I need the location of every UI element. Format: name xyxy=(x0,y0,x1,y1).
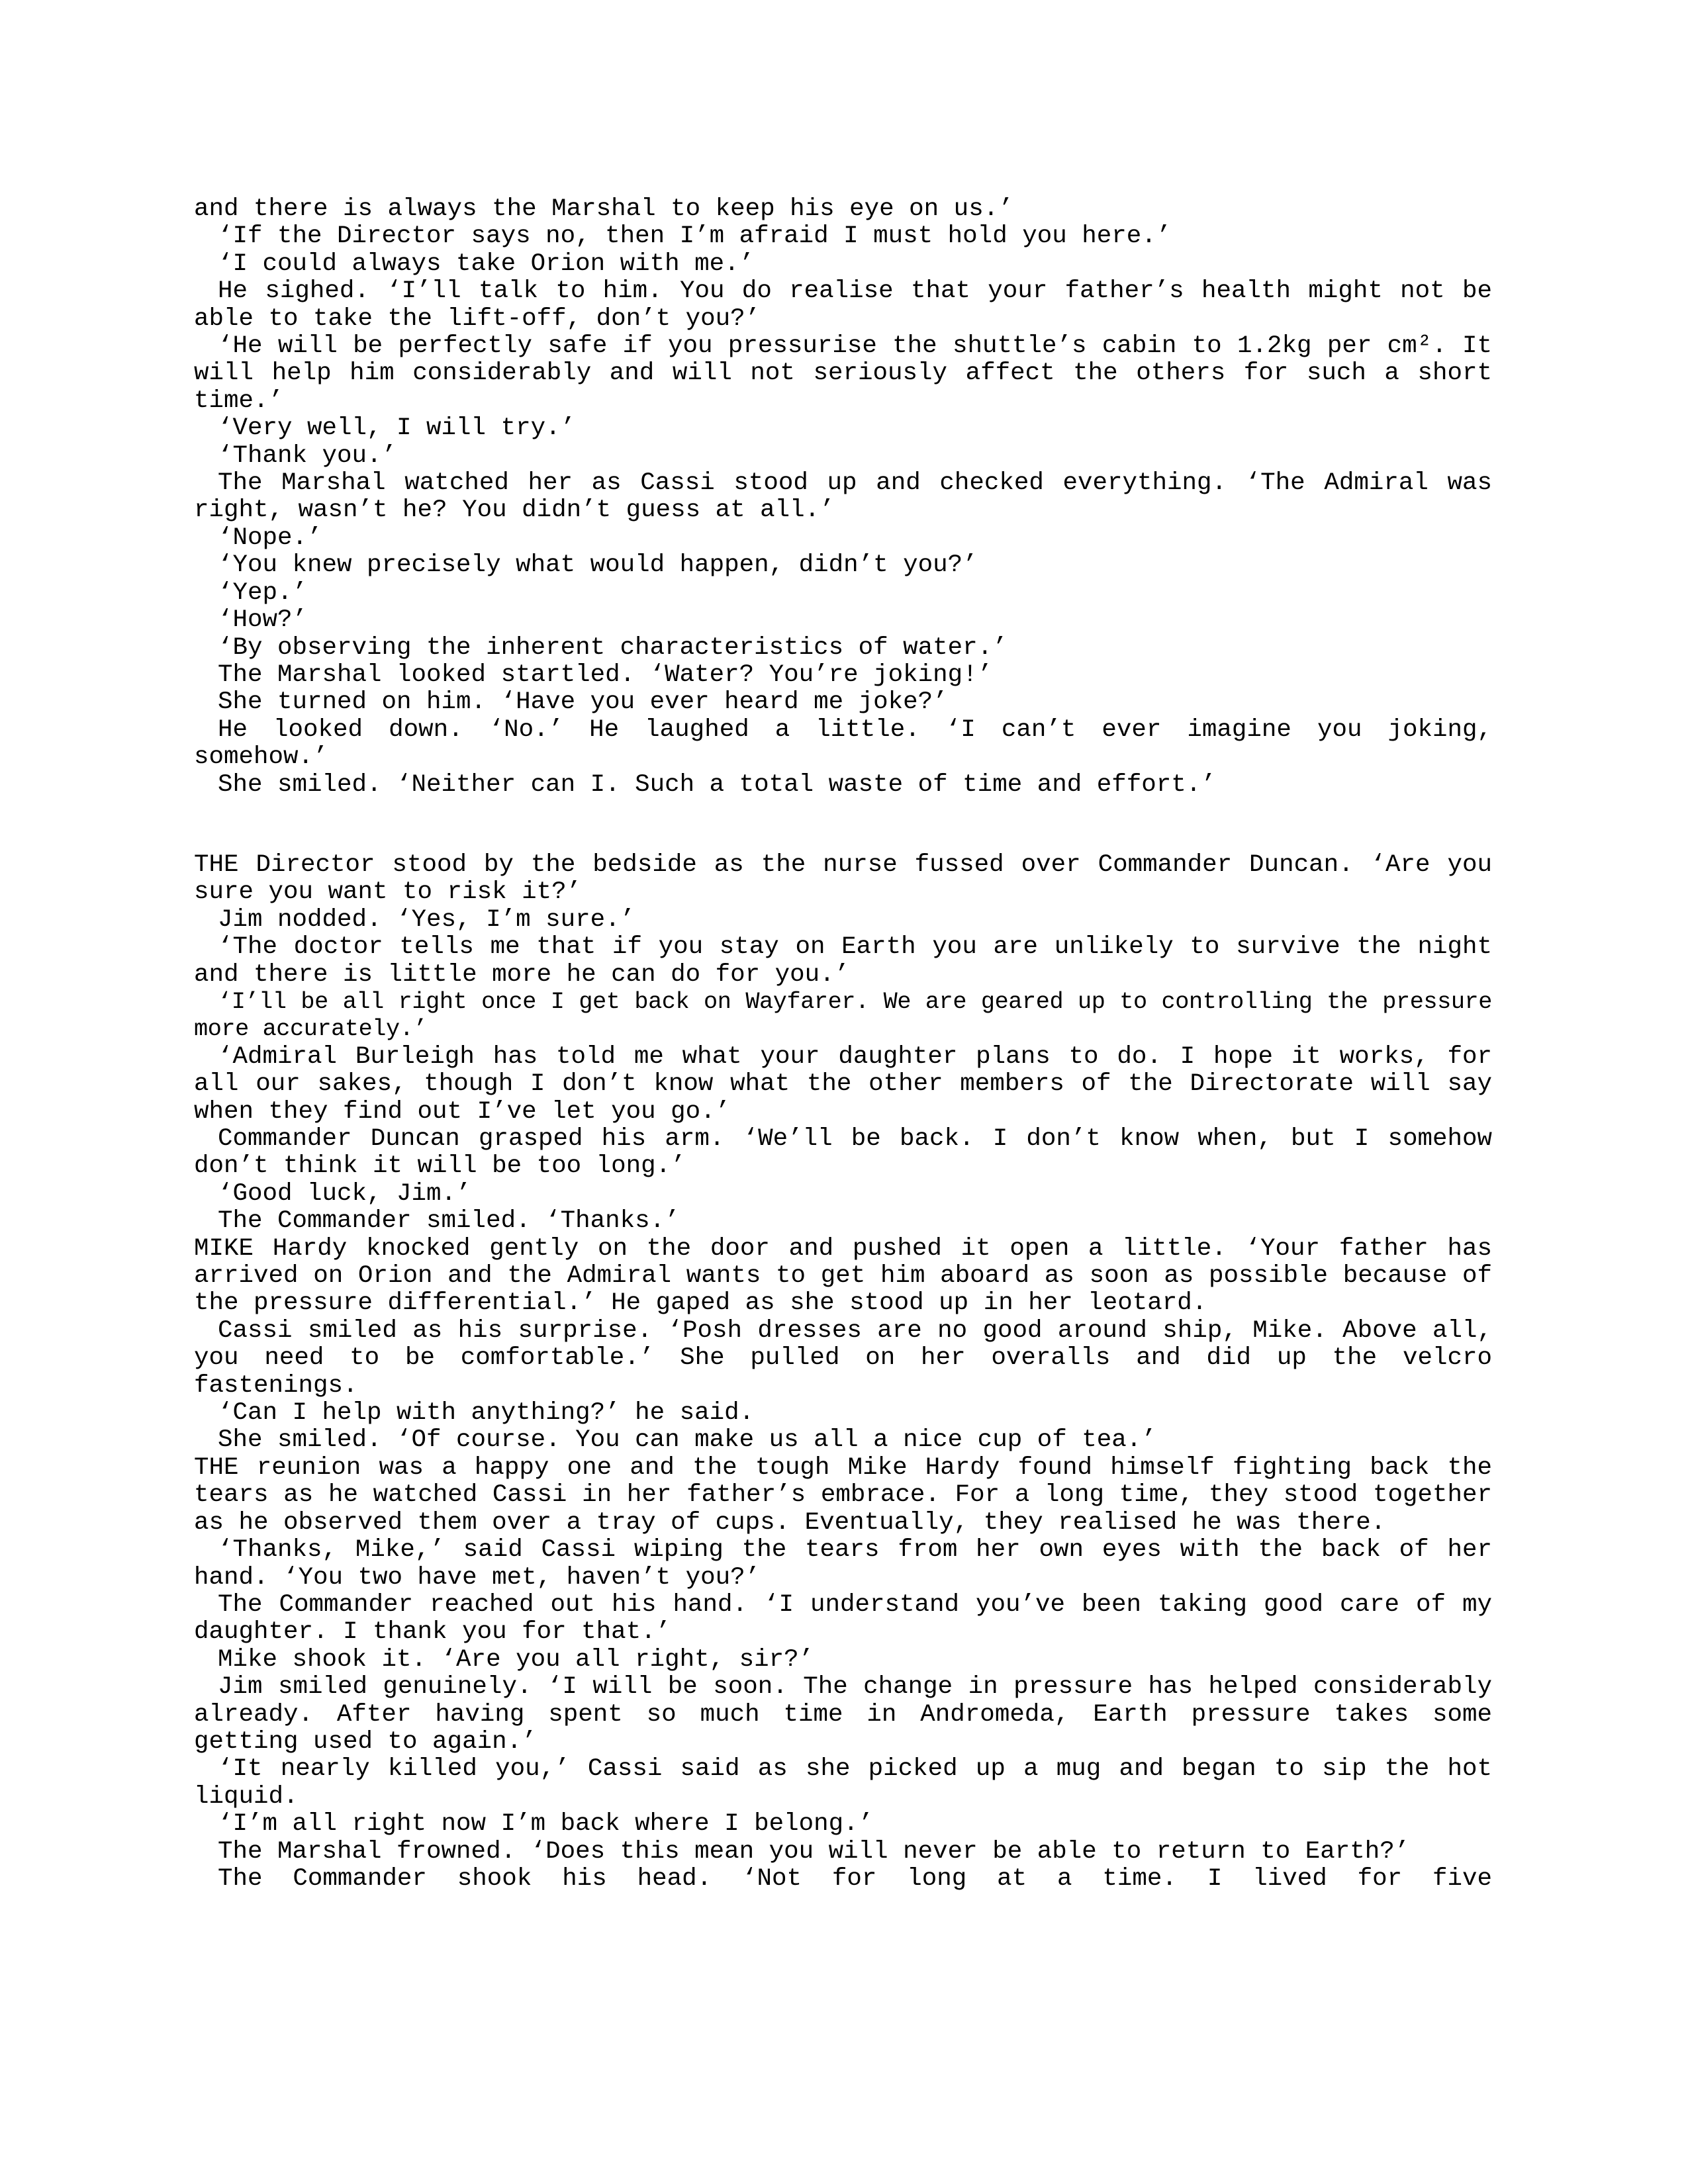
paragraph: ‘He will be perfectly safe if you pressurise the shuttle’s cabin to 1.2kg per cm². It will help him considerably and will not seriously affect the others for such a short time.’ xyxy=(194,332,1492,415)
paragraph: ‘I could always take Orion with me.’ xyxy=(218,250,755,278)
paragraph: ‘The doctor tells me that if you stay on Earth you are unlikely to survive the night and there is little more he can do for you.’ xyxy=(194,933,1492,989)
paragraph: ‘By observing the inherent characteristics of water.’ xyxy=(218,633,1008,662)
paragraph: ‘How?’ xyxy=(218,606,308,635)
section-start-paragraph: MIKE Hardy knocked gently on the door and pushed it open a little. ‘Your father has arrived on Orion and the Admiral wants to get him aboard as soon as possible because of the pressure differential.’ He gaped as she stood up in her leotard. xyxy=(194,1234,1492,1318)
paragraph: The Commander shook his head. ‘Not for long at a time. I lived for five xyxy=(218,1864,1492,1893)
paragraph: She smiled. ‘Of course. You can make us all a nice cup of tea.’ xyxy=(218,1426,1156,1455)
paragraph: The Marshal looked startled. ‘Water? You’re joking!’ xyxy=(218,660,993,689)
paragraph: He sighed. ‘I’ll talk to him. You do realise that your father’s health might not be able to take the lift-off, don’t you?’ xyxy=(194,277,1492,333)
paragraph: ‘Admiral Burleigh has told me what your daughter plans to do. I hope it works, for all our sakes, though I don’t know what the other members of the Directorate will say when they find out I’ve let you go.’ xyxy=(194,1042,1492,1126)
paragraph: ‘It nearly killed you,’ Cassi said as she picked up a mug and began to sip the hot liquid. xyxy=(194,1755,1492,1811)
paragraph: Jim smiled genuinely. ‘I will be soon. The change in pressure has helped considerably already. After having spent so much time in Andromeda, Earth pressure takes some getting used to again.’ xyxy=(194,1673,1492,1756)
paragraph: ‘Very well, I will try.’ xyxy=(218,414,576,443)
paragraph: ‘Thanks, Mike,’ said Cassi wiping the tears from her own eyes with the back of her hand. ‘You two have met, haven’t you?’ xyxy=(194,1536,1492,1592)
paragraph: ‘If the Director says no, then I’m afraid I must hold you here.’ xyxy=(218,222,1172,251)
paragraph: Jim nodded. ‘Yes, I’m sure.’ xyxy=(218,905,635,934)
paragraph: ‘I’m all right now I’m back where I belong.’ xyxy=(218,1810,874,1839)
paragraph: The Commander reached out his hand. ‘I understand you’ve been taking good care of my daughter. I thank you for that.’ xyxy=(194,1590,1492,1647)
paragraph: and there is always the Marshal to keep his eye on us.’ xyxy=(194,195,1013,223)
section-start-paragraph: THE reunion was a happy one and the tough Mike Hardy found himself fighting back the tears as he watched Cassi in her father’s embrace. For a long time, they stood together as he observed them over a tray of cups. Eventually, they realised he was there. xyxy=(194,1453,1492,1537)
paragraph: Commander Duncan grasped his arm. ‘We’ll be back. I don’t know when, but I somehow don’t think it will be too long.’ xyxy=(194,1125,1492,1181)
paragraph: Cassi smiled as his surprise. ‘Posh dresses are no good around ship, Mike. Above all, you need to be comfortable.’ She pulled on her overalls and did up the velcro fastenings. xyxy=(194,1316,1492,1400)
paragraph: ‘You knew precisely what would happen, didn’t you?’ xyxy=(218,551,978,580)
paragraph: ‘Nope.’ xyxy=(218,523,322,552)
paragraph: ‘Yep.’ xyxy=(218,578,308,607)
paragraph: ‘Thank you.’ xyxy=(218,441,397,470)
paragraph: The Marshal watched her as Cassi stood up and checked everything. ‘The Admiral was right, wasn’t he? You didn’t guess at all.’ xyxy=(194,469,1492,525)
paragraph: She turned on him. ‘Have you ever heard me joke?’ xyxy=(218,688,948,717)
paragraph: ‘Good luck, Jim.’ xyxy=(218,1179,471,1208)
paragraph: He looked down. ‘No.’ He laughed a little. ‘I can’t ever imagine you joking, somehow.’ xyxy=(194,715,1492,772)
body-text xyxy=(194,196,1492,1893)
paragraph: The Marshal frowned. ‘Does this mean you will never be able to return to Earth?’ xyxy=(218,1837,1410,1866)
paragraph: She smiled. ‘Neither can I. Such a total waste of time and effort.’ xyxy=(218,770,1216,799)
paragraph: ‘Can I help with anything?’ he said. xyxy=(218,1399,755,1428)
paragraph: ‘I’ll be all right once I get back on Wayfarer. We are geared up to controlling the pressure more accurately.’ xyxy=(194,988,1492,1043)
section-start-paragraph: THE Director stood by the bedside as the nurse fussed over Commander Duncan. ‘Are you sure you want to risk it?’ xyxy=(194,850,1492,907)
paragraph: Mike shook it. ‘Are you all right, sir?’ xyxy=(218,1645,814,1674)
paragraph: The Commander smiled. ‘Thanks.’ xyxy=(218,1207,680,1236)
